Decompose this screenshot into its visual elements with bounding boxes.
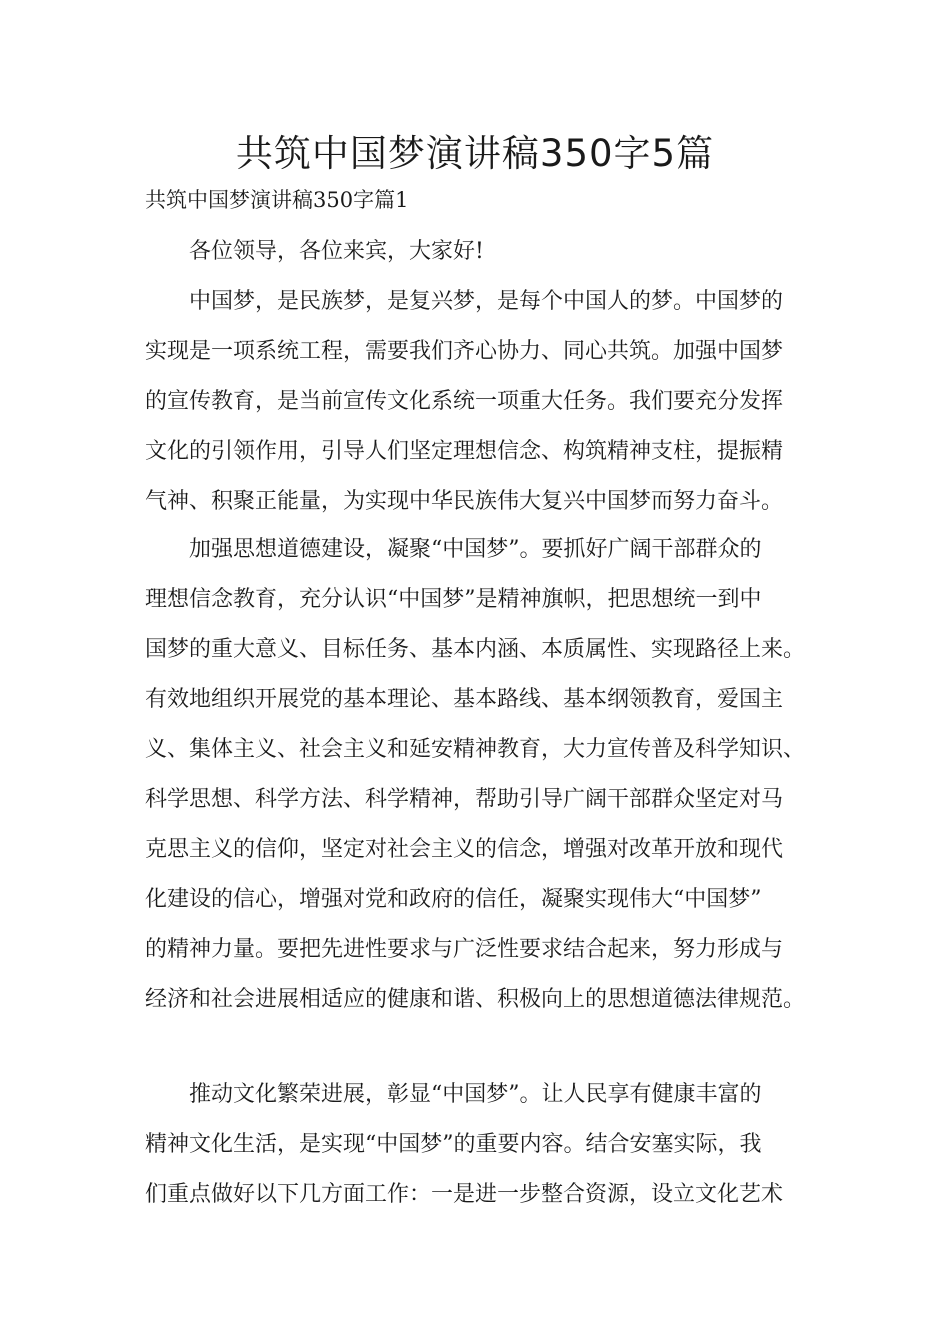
paragraph-2 xyxy=(145,525,825,1025)
paragraph-line: 有效地组织开展党的基本理论、基本路线、基本纲领教育，爱国主 xyxy=(145,687,784,712)
paragraph-line: 气神、积聚正能量，为实现中华民族伟大复兴中国梦而努力奋斗。 xyxy=(145,489,784,514)
paragraph-line: 中国梦，是民族梦，是复兴梦，是每个中国人的梦。中国梦的 xyxy=(189,289,784,314)
paragraph-line: 加强思想道德建设，凝聚“中国梦”。要抓好广阔干部群众的 xyxy=(189,537,762,562)
document-title: 共筑中国梦演讲稿350字5篇 xyxy=(235,132,715,175)
paragraph-line: 化建设的信心，增强对党和政府的信任，凝聚实现伟大“中国梦” xyxy=(145,887,762,912)
paragraph-line: 科学思想、科学方法、科学精神，帮助引导广阔干部群众坚定对马 xyxy=(145,787,784,812)
paragraph-line: 文化的引领作用，引导人们坚定理想信念、构筑精神支柱，提振精 xyxy=(145,439,784,464)
greeting-line: 各位领导，各位来宾，大家好! xyxy=(189,239,484,264)
paragraph-line: 的宣传教育，是当前宣传文化系统一项重大任务。我们要充分发挥 xyxy=(145,389,784,414)
paragraph-line: 经济和社会进展相适应的健康和谐、积极向上的思想道德法律规范。 xyxy=(145,987,806,1012)
paragraph-line: 克思主义的信仰，坚定对社会主义的信念，增强对改革开放和现代 xyxy=(145,837,784,862)
paragraph-line: 理想信念教育，充分认识“中国梦”是精神旗帜，把思想统一到中 xyxy=(145,587,762,612)
section-heading: 共筑中国梦演讲稿350字篇1 xyxy=(145,188,409,212)
greeting-paragraph xyxy=(145,227,825,277)
paragraph-line: 推动文化繁荣进展，彰显“中国梦”。让人民享有健康丰富的 xyxy=(189,1082,762,1107)
paragraph-line: 的精神力量。要把先进性要求与广泛性要求结合起来，努力形成与 xyxy=(145,937,784,962)
paragraph-1 xyxy=(145,277,825,527)
paragraph-line: 们重点做好以下几方面工作：一是进一步整合资源，设立文化艺术 xyxy=(145,1182,784,1207)
paragraph-3 xyxy=(145,1070,825,1220)
paragraph-line: 实现是一项系统工程，需要我们齐心协力、同心共筑。加强中国梦 xyxy=(145,339,784,364)
paragraph-line: 精神文化生活，是实现“中国梦”的重要内容。结合安塞实际，我 xyxy=(145,1132,762,1157)
paragraph-line: 义、集体主义、社会主义和延安精神教育，大力宣传普及科学知识、 xyxy=(145,737,806,762)
paragraph-line: 国梦的重大意义、目标任务、基本内涵、本质属性、实现路径上来。 xyxy=(145,637,806,662)
